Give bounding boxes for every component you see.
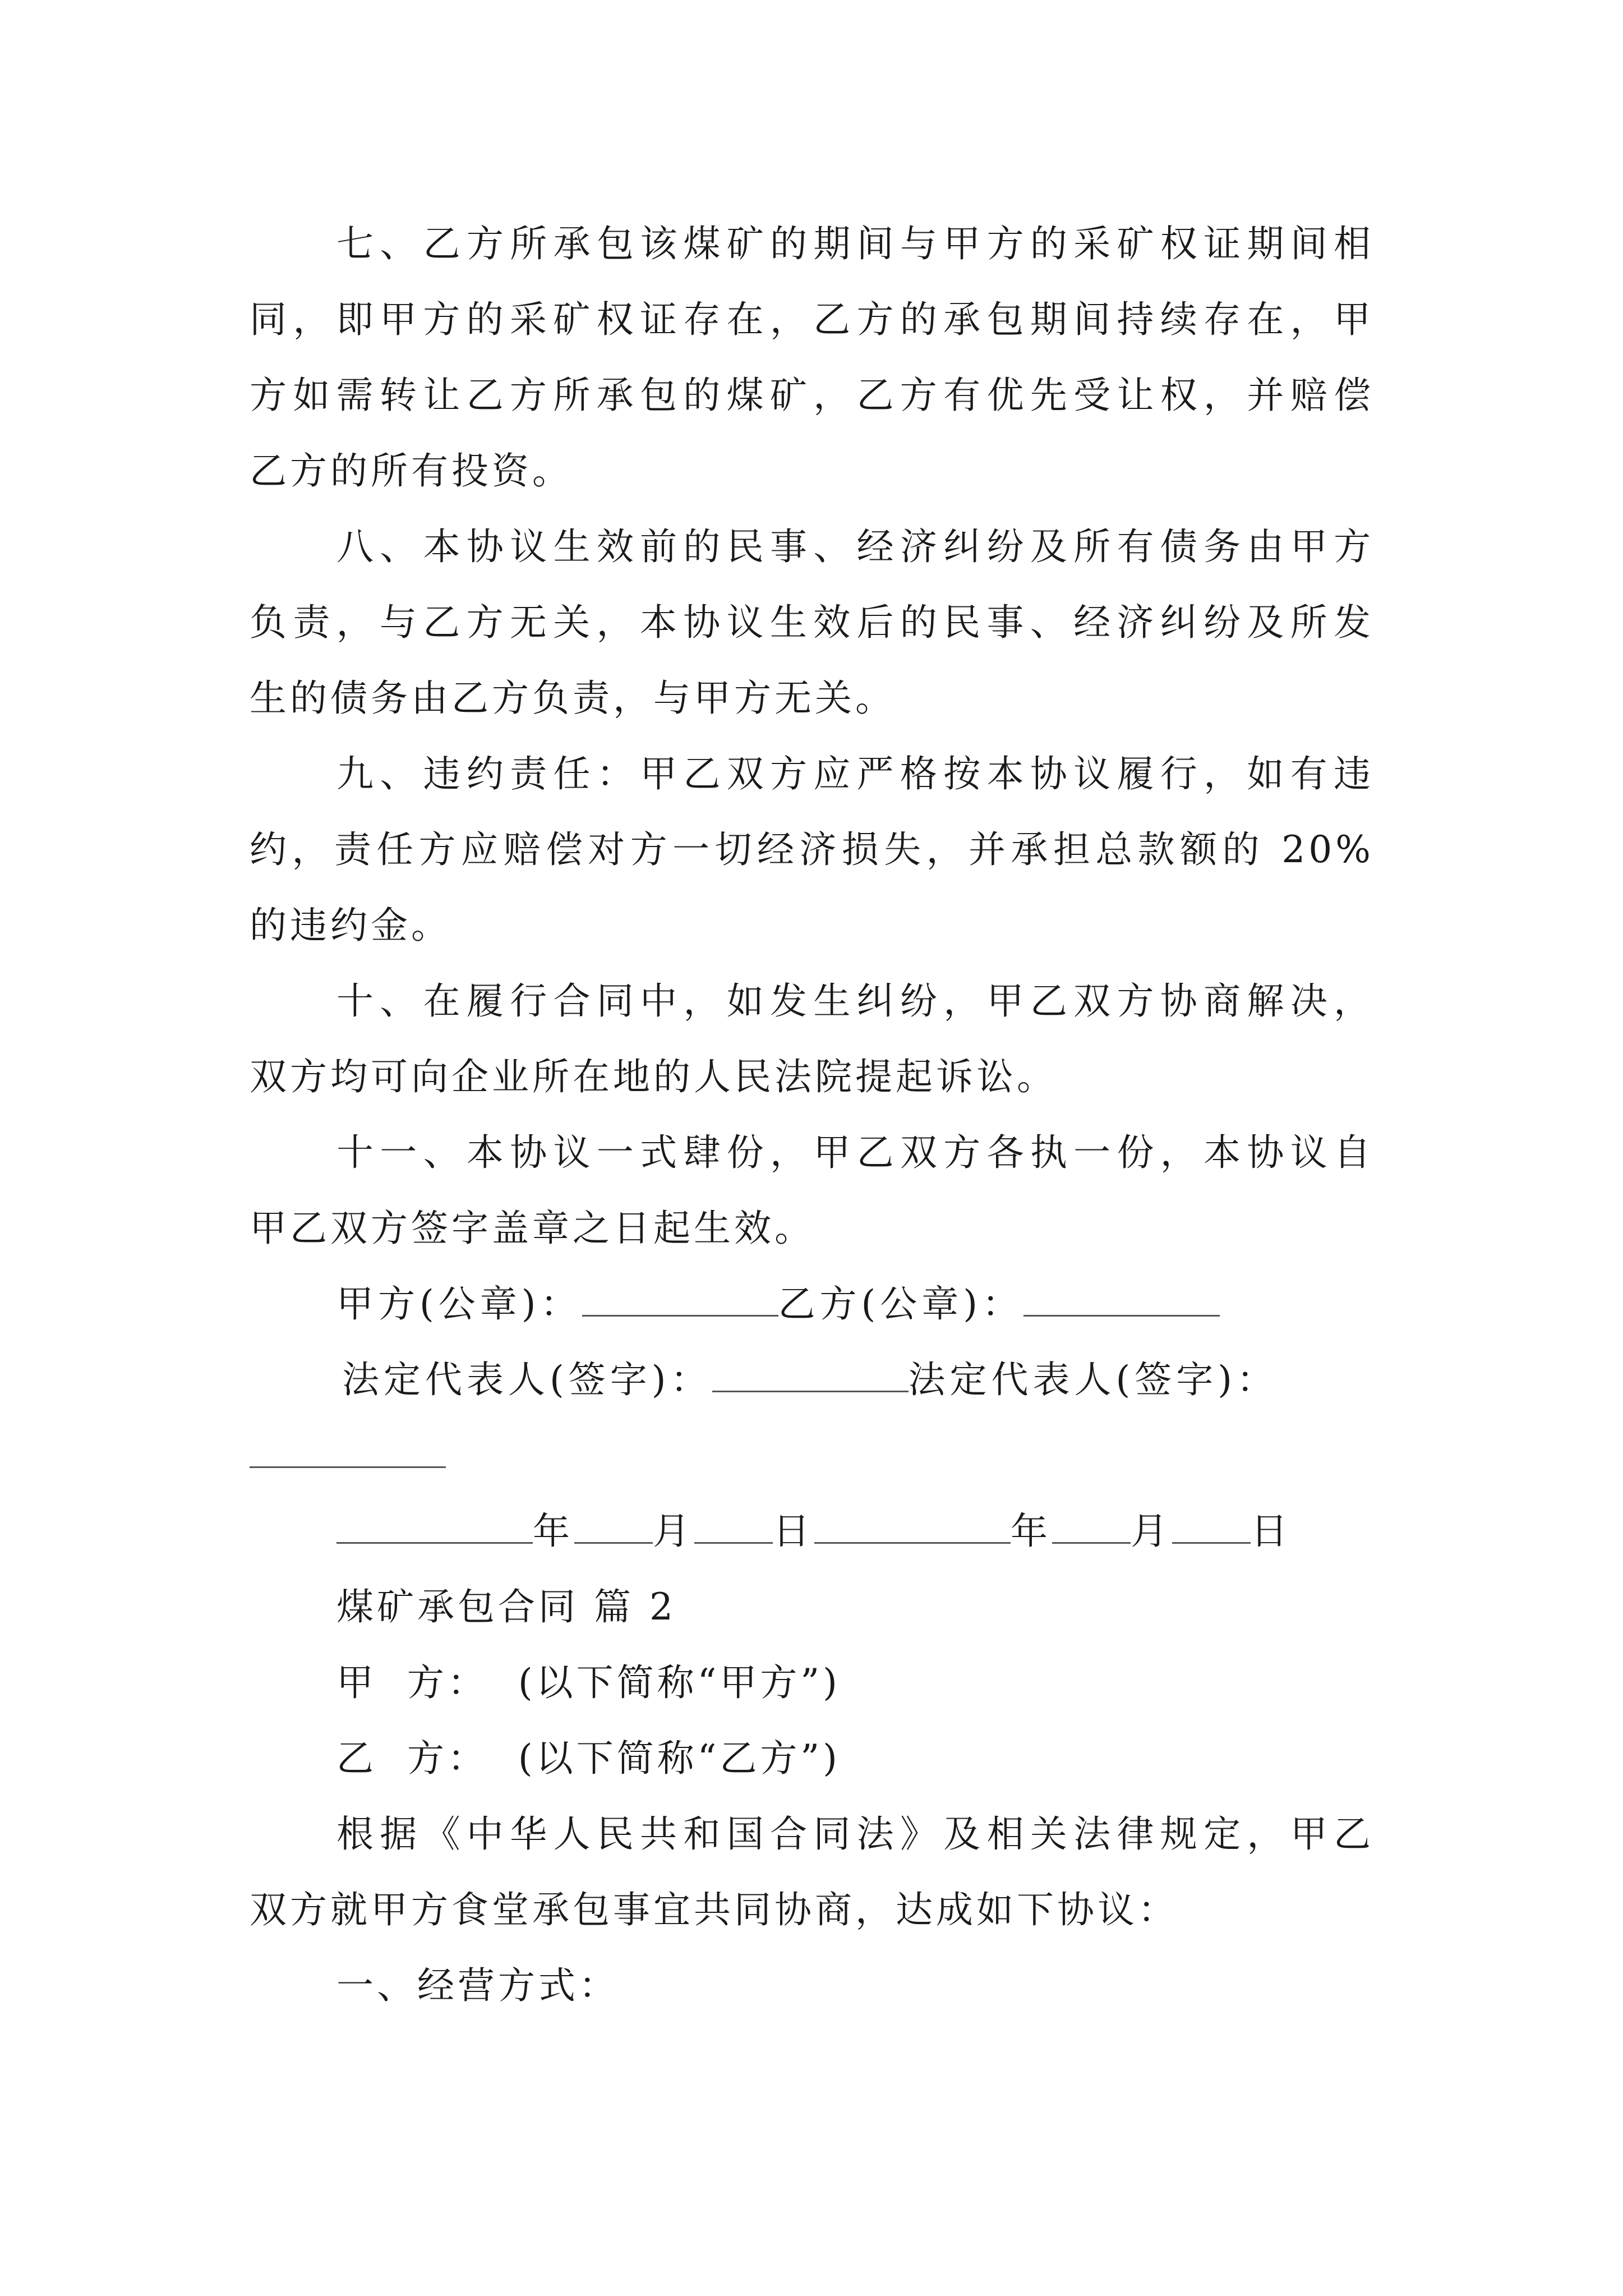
legal-rep-b-blank[interactable] — [250, 1435, 446, 1468]
party-b-seal-blank[interactable] — [1023, 1283, 1220, 1317]
clause-10-line-1: 十、在履行合同中，如发生纠纷，甲乙双方协商解决， — [336, 979, 1374, 1023]
clause-7-line-3: 方如需转让乙方所承包的煤矿，乙方有优先受让权，并赔偿 — [250, 374, 1374, 417]
seal-row — [336, 1282, 1220, 1327]
intro-line-2: 双方就甲方食堂承包事宜共同协商，达成如下协议： — [250, 1888, 1178, 1931]
clause-8-line-2: 负责，与乙方无关，本协议生效后的民事、经济纠纷及所发 — [250, 601, 1374, 644]
clause-9-line-2: 约，责任方应赔偿对方一切经济损失，并承担总款额的 20% — [250, 828, 1374, 871]
year-a-label: 年 — [533, 1510, 574, 1553]
clause-9-line-1: 九、违约责任：甲乙双方应严格按本协议履行，如有违 — [336, 752, 1374, 795]
legal-rep-b-blank-row — [250, 1433, 446, 1478]
year-b-label: 年 — [1011, 1510, 1052, 1553]
month-a-blank[interactable] — [574, 1511, 653, 1544]
party-a-seal-label: 甲方(公章)： — [336, 1282, 582, 1326]
year-b-blank[interactable] — [814, 1511, 1011, 1544]
year-a-blank[interactable] — [336, 1511, 533, 1544]
clause-8-line-3: 生的债务由乙方负责，与甲方无关。 — [250, 677, 896, 720]
party-b-line: 乙 方： (以下简称“乙方”) — [336, 1737, 841, 1780]
party-a-seal-blank[interactable] — [582, 1283, 778, 1317]
day-b-blank[interactable] — [1172, 1511, 1251, 1544]
item-1-heading: 一、经营方式： — [336, 1964, 619, 2007]
intro-line-1: 根据《中华人民共和国合同法》及相关法律规定，甲乙 — [336, 1812, 1374, 1856]
clause-7-line-2: 同，即甲方的采矿权证存在，乙方的承包期间持续存在，甲 — [250, 298, 1374, 341]
legal-rep-a-label: 法定代表人(签字)： — [342, 1358, 712, 1401]
clause-10-line-2: 双方均可向企业所在地的人民法院提起诉讼。 — [250, 1055, 1057, 1098]
legal-rep-b-label: 法定代表人(签字)： — [908, 1358, 1278, 1401]
month-a-label: 月 — [653, 1510, 694, 1553]
clause-7-line-4: 乙方的所有投资。 — [250, 449, 573, 493]
month-b-blank[interactable] — [1052, 1511, 1131, 1544]
section-2-title: 煤矿承包合同 篇 2 — [336, 1585, 676, 1628]
clause-7-line-1: 七、乙方所承包该煤矿的期间与甲方的采矿权证期间相 — [336, 222, 1374, 265]
party-b-seal-label: 乙方(公章)： — [778, 1282, 1023, 1326]
date-row — [336, 1509, 1292, 1554]
clause-11-line-1: 十一、本协议一式肆份，甲乙双方各执一份，本协议自 — [336, 1131, 1374, 1174]
day-b-label: 日 — [1251, 1510, 1292, 1553]
party-a-line: 甲 方： (以下简称“甲方”) — [336, 1661, 841, 1704]
clause-8-line-1: 八、本协议生效前的民事、经济纠纷及所有债务由甲方 — [336, 525, 1374, 568]
month-b-label: 月 — [1131, 1510, 1172, 1553]
day-a-label: 日 — [773, 1510, 814, 1553]
day-a-blank[interactable] — [694, 1511, 773, 1544]
clause-9-line-3: 的违约金。 — [250, 904, 451, 947]
legal-rep-a-blank[interactable] — [712, 1359, 909, 1392]
clause-11-line-2: 甲乙双方签字盖章之日起生效。 — [250, 1207, 815, 1250]
legal-rep-row — [342, 1358, 1278, 1402]
